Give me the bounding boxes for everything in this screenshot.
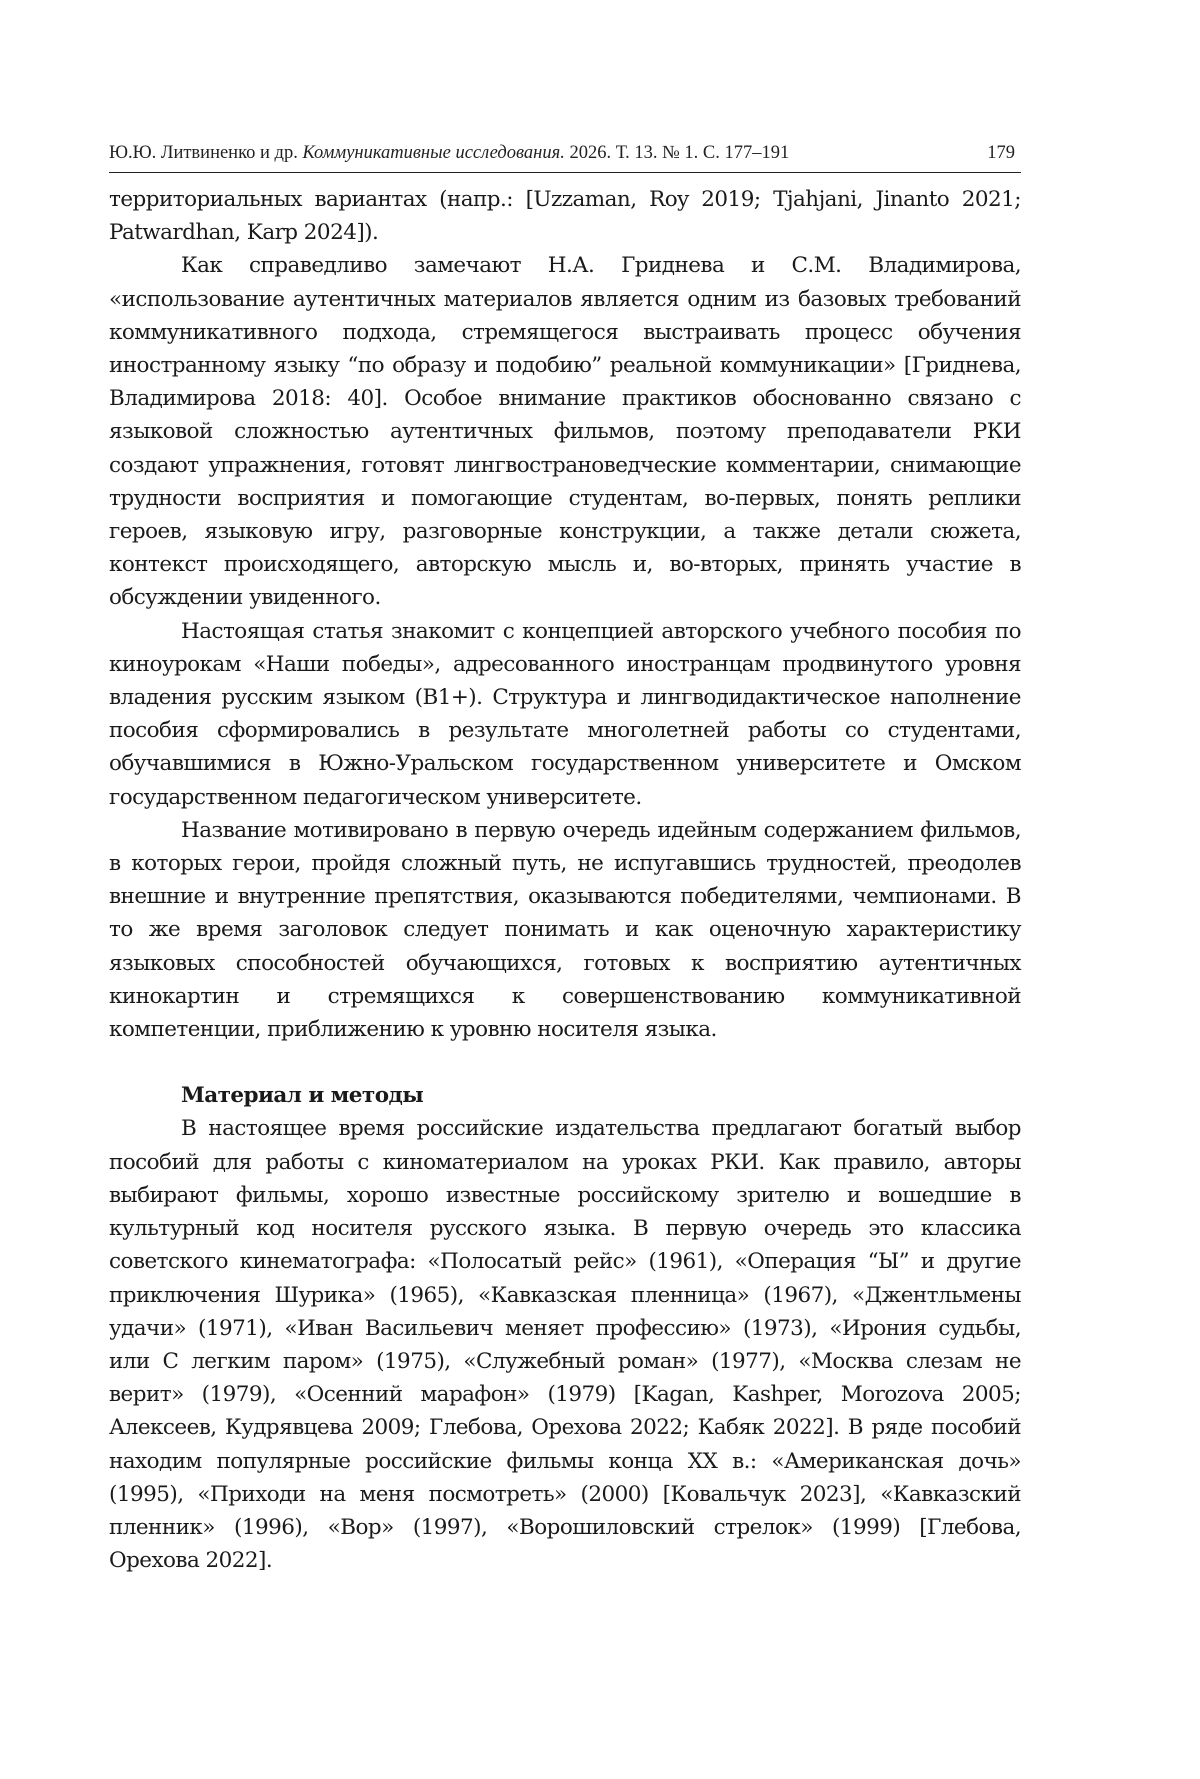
- paragraph: Настоящая статья знакомит с концепцией авторского учебного пособия по киноурокам «Наши победы», адресованного иностранцам продвинутого уровня владения русским языком (B1+). Структура и лингводидактическое наполнение пособия сформировались в результате многолетней работы со студентами, обучавшимися в Южно-Уральском государственном университете и Омском государственном педагогическом университете.: [109, 618, 1021, 810]
- page-number: 179: [987, 143, 1015, 163]
- paragraph: Как справедливо замечают Н.А. Гриднева и С.М. Владимирова, «использование аутентичных материалов является одним из базовых требований коммуникативного подхода, стремящегося выстраивать процесс обучения иностранному языку “по образу и подобию” реальной коммуникации» [Гриднева, Владимирова 2018: 40]. Особое внимание практиков обоснованно связано с языковой сложностью аутентичных фильмов, поэтому преподаватели РКИ создают упражнения, готовят лингвострановедческие комментарии, снимающие трудности восприятия и помогающие студентам, во-первых, понять реплики героев, языковую игру, разговорные конструкции, а также детали сюжета, контекст происходящего, авторскую мысль и, во-вторых, принять участие в обсуждении увиденного.: [109, 253, 1021, 611]
- paragraph-continuation: территориальных вариантах (напр.: [Uzzaman, Roy 2019; Tjahjani, Jinanto 2021; Patwardhan, Karp 2024]).: [109, 187, 1021, 246]
- running-header: [109, 140, 1021, 173]
- section-paragraph: В настоящее время российские издательства предлагают богатый выбор пособий для работы с киноматериалом на уроках РКИ. Как правило, авторы выбирают фильмы, хорошо известные российскому зрителю и вошедшие в культурный код носителя русского языка. В первую очередь это классика советского кинематографа: «Полосатый рейс» (1961), «Операция “Ы” и другие приключения Шурика» (1965), «Кавказская пленница» (1967), «Джентльмены удачи» (1971), «Иван Васильевич меняет профессию» (1973), «Ирония судьбы, или С легким паром» (1975), «Служебный роман» (1977), «Москва слезам не верит» (1979), «Осенний марафон» (1979) [Kagan, Kashper, Morozova 2005; Алексеев, Кудрявцева 2009; Глебова, Орехова 2022; Кабяк 2022]. В ряде пособий находим популярные российские фильмы конца XX в.: «Американская дочь» (1995), «Приходи на меня посмотреть» (2000) [Ковальчук 2023], «Кавказский пленник» (1996), «Вор» (1997), «Ворошиловский стрелок» (1999) [Глебова, Орехова 2022].: [109, 1116, 1021, 1574]
- header-authors: Ю.Ю. Литвиненко и др.: [109, 143, 298, 163]
- article-body: [109, 183, 1021, 1577]
- header-volume-info: 2026. Т. 13. № 1. С. 177–191: [569, 143, 790, 163]
- header-citation: [109, 140, 789, 166]
- section-heading: Материал и методы: [181, 1083, 424, 1109]
- header-journal: Коммуникативные исследования.: [302, 143, 565, 163]
- paragraph: Название мотивировано в первую очередь идейным содержанием фильмов, в которых герои, пройдя сложный путь, не испугавшись трудностей, преодолев внешние и внутренние препятствия, оказываются победителями, чемпионами. В то же время заголовок следует понимать и как оценочную характеристику языковых способностей обучающихся, готовых к восприятию аутентичных кинокартин и стремящихся к совершенствованию коммуникативной компетенции, приближению к уровню носителя языка.: [109, 817, 1021, 1043]
